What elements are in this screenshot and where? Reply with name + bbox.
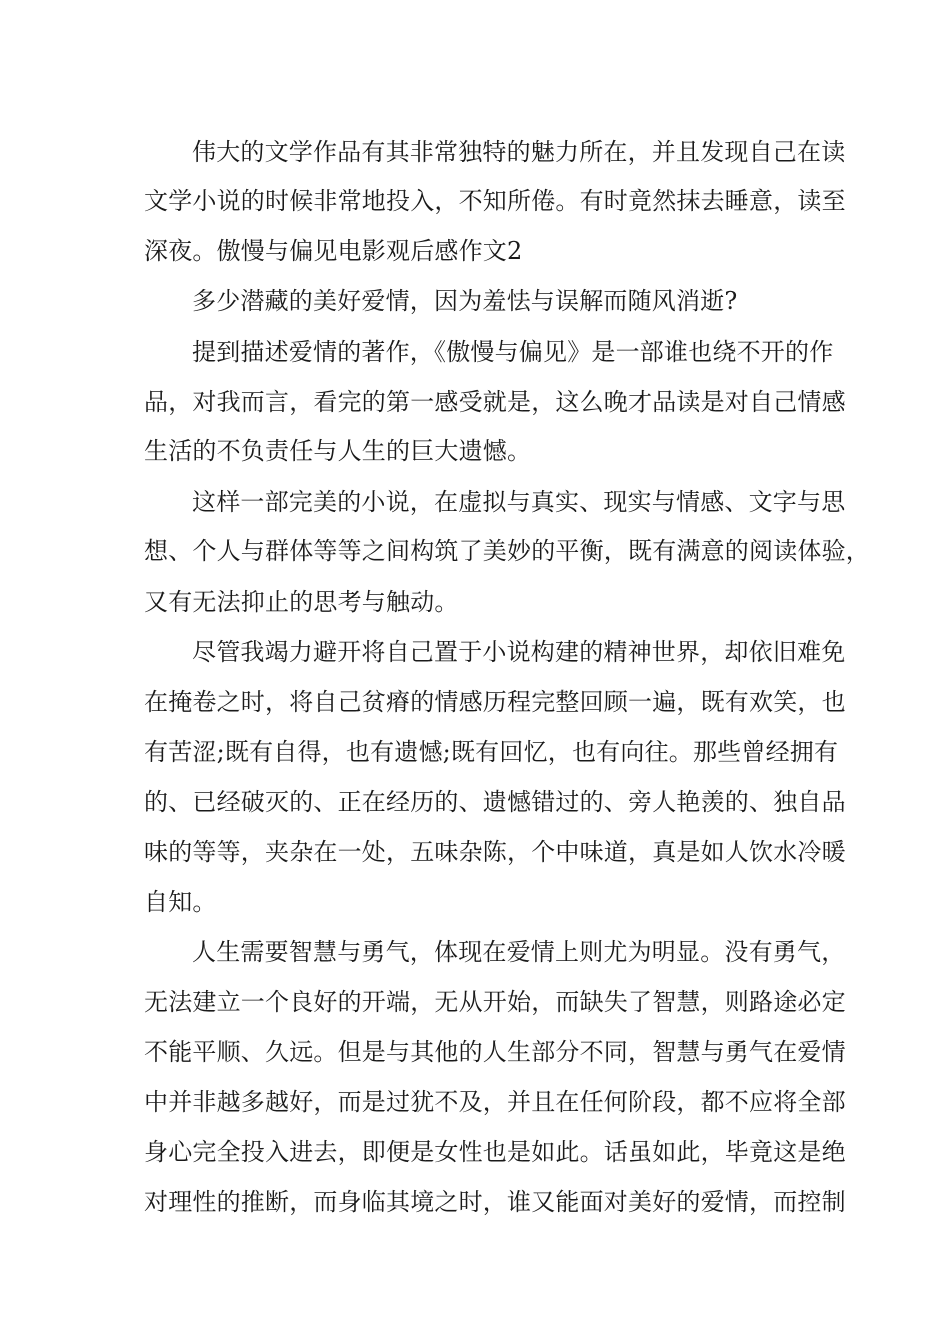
text-line: 尽管我竭力避开将自己置于小说构建的精神世界，却依旧难免 — [192, 638, 846, 666]
text-line: 多少潜藏的美好爱情，因为羞怯与误解而随风消逝? — [192, 287, 738, 315]
text-line: 提到描述爱情的著作，《傲慢与偏见》是一部谁也绕不开的作 — [192, 338, 834, 366]
text-line: 生活的不负责任与人生的巨大遗憾。 — [144, 437, 532, 465]
text-line: 自知。 — [144, 888, 217, 916]
text-line: 不能平顺、久远。但是与其他的人生部分不同，智慧与勇气在爱情 — [144, 1038, 846, 1066]
text-line: 又有无法抑止的思考与触动。 — [144, 588, 459, 616]
text-line: 无法建立一个良好的开端，无从开始，而缺失了智慧，则路途必定 — [144, 988, 846, 1016]
text-line: 对理性的推断，而身临其境之时，谁又能面对美好的爱情，而控制 — [144, 1188, 846, 1216]
text-line: 在掩卷之时，将自己贫瘠的情感历程完整回顾一遍，既有欢笑，也 — [144, 688, 846, 716]
text-line: 身心完全投入进去，即便是女性也是如此。话虽如此，毕竟这是绝 — [144, 1138, 846, 1166]
text-line: 想、个人与群体等等之间构筑了美妙的平衡，既有满意的阅读体验， — [144, 537, 870, 565]
text-line: 深夜。傲慢与偏见电影观后感作文2 — [144, 237, 523, 265]
text-line: 人生需要智慧与勇气，体现在爱情上则尤为明显。没有勇气， — [192, 938, 846, 966]
text-line: 这样一部完美的小说，在虚拟与真实、现实与情感、文字与思 — [192, 488, 846, 516]
text-line: 伟大的文学作品有其非常独特的魅力所在，并且发现自己在读 — [192, 138, 846, 166]
text-line: 中并非越多越好，而是过犹不及，并且在任何阶段，都不应将全部 — [144, 1088, 846, 1116]
text-line: 有苦涩;既有自得，也有遗憾;既有回忆，也有向往。那些曾经拥有 — [144, 738, 839, 766]
text-line: 文学小说的时候非常地投入，不知所倦。有时竟然抹去睡意，读至 — [144, 187, 846, 215]
text-line: 的、已经破灭的、正在经历的、遗憾错过的、旁人艳羡的、独自品 — [144, 788, 846, 816]
text-line: 品，对我而言，看完的第一感受就是，这么晚才品读是对自己情感 — [144, 388, 846, 416]
text-line: 味的等等，夹杂在一处，五味杂陈，个中味道，真是如人饮水冷暖 — [144, 838, 846, 866]
